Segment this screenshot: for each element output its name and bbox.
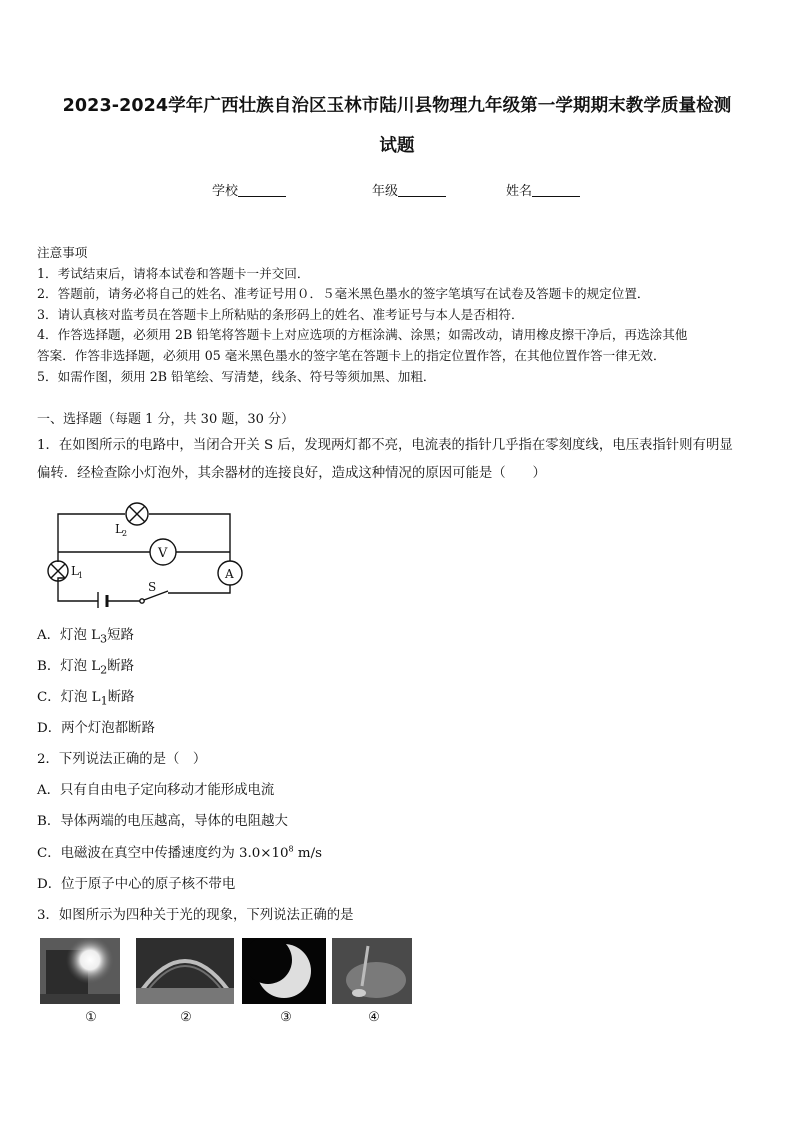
battery-icon bbox=[98, 592, 107, 608]
q1-option-b[interactable]: B．灯泡 $L_2$断路 bbox=[37, 659, 135, 677]
photo-1-label: ① bbox=[85, 1010, 97, 1025]
photo-2-label: ② bbox=[180, 1010, 192, 1025]
question-1-line-1: 1．在如图所示的电路中，当闭合开关 S 后，发现两灯都不亮，电流表的指针几乎指在零刻度线，电压表指针则有明显 bbox=[37, 438, 733, 453]
switch-label: S bbox=[148, 580, 157, 594]
question-2-stem: 2．下列说法正确的是（ ） bbox=[37, 752, 207, 767]
lamp-l2-icon bbox=[126, 503, 148, 525]
note-item: 3．请认真核对监考员在答题卡上所粘贴的条形码上的姓名、准考证号与本人是否相符． bbox=[37, 306, 524, 322]
grade-blank[interactable] bbox=[398, 182, 446, 197]
photo-4-label: ④ bbox=[368, 1010, 380, 1025]
circuit-diagram bbox=[40, 496, 250, 608]
school-field: 学校 bbox=[212, 180, 286, 199]
lamp-l1-subscript: 1 bbox=[78, 571, 84, 580]
ammeter-label: A bbox=[225, 567, 234, 581]
q2-option-b[interactable]: B．导体两端的电压越高，导体的电阻越大 bbox=[37, 814, 288, 829]
circuit-wire bbox=[58, 578, 98, 601]
photo-2 bbox=[136, 938, 234, 1004]
title-line-2: 试题 bbox=[379, 136, 415, 156]
q1-option-a[interactable]: A．灯泡 $L_3$短路 bbox=[37, 628, 134, 646]
question-3-stem: 3．如图所示为四种关于光的现象，下列说法正确的是 bbox=[37, 908, 354, 923]
q2-option-c[interactable]: C．电磁波在真空中传播速度约为 $3.0\times 10^8$ m/s bbox=[37, 844, 322, 861]
lamp-l1-label: L bbox=[71, 564, 79, 578]
q1-option-c[interactable]: C．灯泡 $L_1$断路 bbox=[37, 690, 135, 708]
section-heading: 一、选择题（每题 1 分，共 30 题，30 分） bbox=[37, 412, 295, 427]
student-info-row bbox=[0, 180, 794, 200]
circuit-wire bbox=[168, 585, 230, 593]
photo-4 bbox=[332, 938, 412, 1004]
note-item: 2．答题前，请务必将自己的姓名、准考证号用０．５毫米黑色墨水的签字笔填写在试卷及答题卡的规定位置． bbox=[37, 286, 650, 302]
title-line-1: 2023-2024学年广西壮族自治区玉林市陆川县物理九年级第一学期期末教学质量检测 bbox=[62, 96, 732, 116]
question-1-stem bbox=[37, 432, 762, 488]
lamp-l2-label: L bbox=[115, 522, 123, 536]
photo-1 bbox=[40, 938, 120, 1004]
name-field: 姓名 bbox=[506, 180, 580, 199]
q1-option-d[interactable]: D．两个灯泡都断路 bbox=[37, 721, 155, 736]
note-item: 答案．作答非选择题，必须用 05 毫米黑色墨水的签字笔在答题卡上的指定位置作答，在其他位置作答一律无效． bbox=[37, 347, 666, 363]
question-1-line-2: 偏转．经检查除小灯泡外，其余器材的连接良好，造成这种情况的原因可能是（ ） bbox=[37, 466, 546, 481]
voltmeter-label: V bbox=[158, 546, 168, 561]
q2-option-d[interactable]: D．位于原子中心的原子核不带电 bbox=[37, 877, 236, 892]
q2-option-a[interactable]: A．只有自由电子定向移动才能形成电流 bbox=[37, 783, 275, 798]
photo-3-label: ③ bbox=[280, 1010, 292, 1025]
light-phenomena-photos bbox=[40, 938, 412, 1028]
note-item: 4．作答选择题，必须用 2B 铅笔将答题卡上对应选项的方框涂满、涂黑；如需改动，请用橡皮擦干净后，再选涂其他 bbox=[37, 327, 688, 343]
photo-3 bbox=[242, 938, 326, 1004]
grade-field: 年级 bbox=[372, 180, 446, 199]
exam-notes bbox=[37, 243, 762, 387]
notes-heading: 注意事项 bbox=[37, 245, 88, 260]
lamp-l2-subscript: 2 bbox=[122, 529, 128, 538]
note-item: 1．考试结束后，请将本试卷和答题卡一并交回． bbox=[37, 265, 310, 281]
exam-title bbox=[30, 86, 764, 166]
name-blank[interactable] bbox=[532, 182, 580, 197]
school-blank[interactable] bbox=[238, 182, 286, 197]
note-item: 5．如需作图，须用 2B 铅笔绘、写清楚，线条、符号等须加黑、加粗． bbox=[37, 368, 436, 384]
